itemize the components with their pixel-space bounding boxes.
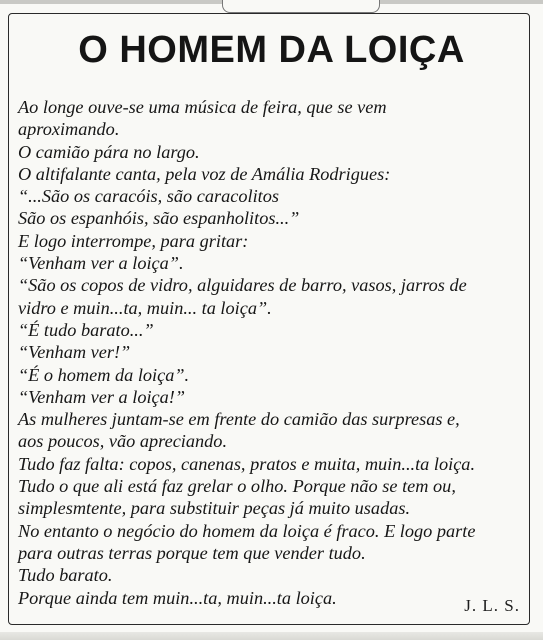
body-line: “São os copos de vidro, alguidares de barro, vasos, jarros de [18,275,467,296]
adjacent-clipping-tab [222,0,380,13]
author-signature: J. L. S. [464,596,520,615]
article-title: O HOMEM DA LOIÇA [78,29,465,71]
body-line: No entanto o negócio do homem da loiça é fraco. E logo parte [18,520,476,541]
body-line: Ao longe ouve-se uma música de feira, que se vem [18,97,387,117]
article-body [18,96,528,609]
body-line: vidro e muin...ta, muin... ta loiça”. [18,297,272,318]
body-line: Tudo barato. [18,565,113,586]
body-line: As mulheres juntam-se em frente do camião das surpresas e, [18,409,460,430]
body-line: São os espanhóis, são espanholitos...” [18,208,300,229]
body-line: Tudo faz falta: copos, canenas, pratos e muita, muin...ta loiça. [18,453,476,474]
body-line: E logo interrompe, para gritar: [18,230,249,251]
body-line: simplesmtente, para substituir peças já muito usadas. [18,498,411,519]
body-line: O altifalante canta, pela voz de Amália Rodrigues: [18,163,391,184]
paper-bottom-edge [0,632,543,640]
body-line: aos poucos, vão apreciando. [18,431,228,452]
body-line: aproximando. [18,119,120,140]
body-line: “É tudo barato...” [18,319,154,340]
body-line: O camião pára no largo. [18,141,200,162]
body-line: para outras terras porque tem que vender tudo. [18,542,366,563]
body-line: Tudo o que ali está faz grelar o olho. Porque não se tem ou, [18,476,456,497]
body-line: “Venham ver a loiça!” [18,386,186,407]
body-line: “Venham ver a loiça”. [18,253,184,274]
body-line: Porque ainda tem muin...ta, muin...ta loiça. [18,587,337,608]
body-line: “É o homem da loiça”. [18,364,190,385]
body-line: “...São os caracóis, são caracolitos [18,186,280,207]
body-line: “Venham ver!” [18,342,131,363]
